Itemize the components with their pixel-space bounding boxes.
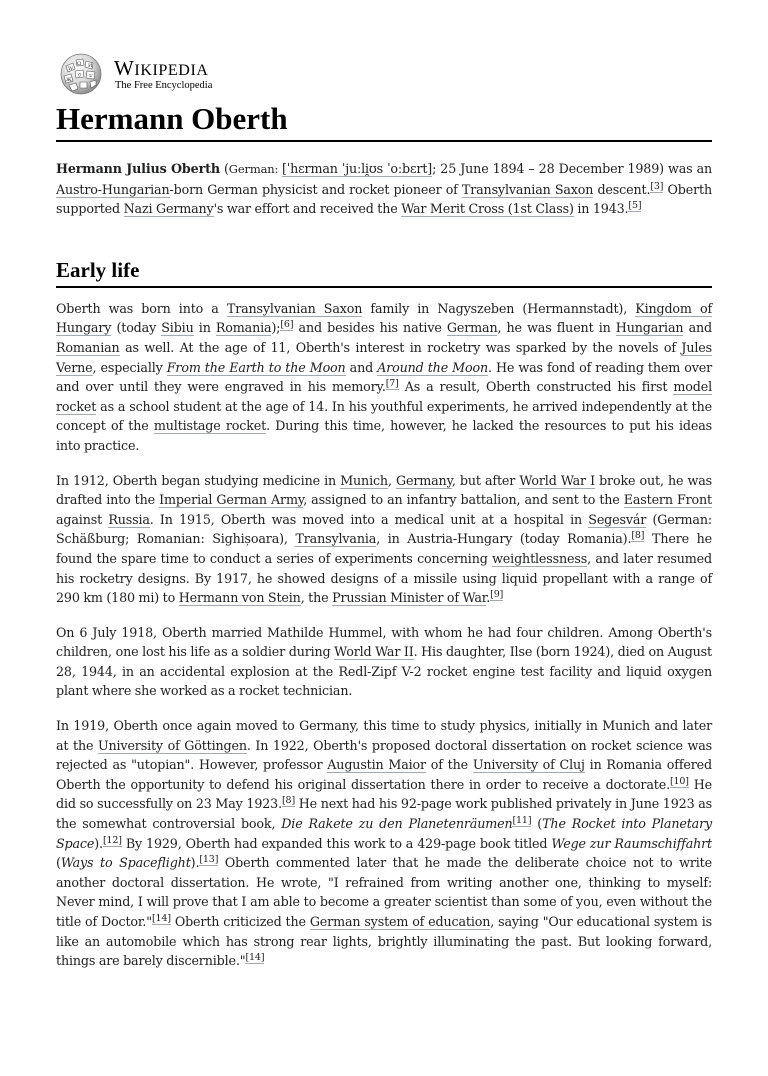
page-title: Hermann Oberth [56, 101, 712, 142]
link-eastern-front[interactable]: Eastern Front [623, 492, 712, 508]
link-multistage-rocket[interactable]: multistage rocket [153, 418, 267, 434]
citation-superscript [490, 589, 503, 601]
citation-link[interactable]: [8] [282, 795, 296, 807]
citation-superscript [280, 319, 293, 331]
link-transylvanian-saxon[interactable]: Transylvanian Saxon [226, 300, 363, 316]
citation-link[interactable]: [13] [199, 854, 219, 866]
link-germany[interactable]: Germany [396, 472, 452, 488]
italic-title: Ways to Spaceflight [60, 855, 191, 871]
link-h-rman-ju-li-s-o-b-rt[interactable]: [ˈhɛrman ˈjuːli̯ʊs ˈoːbɛrt] [281, 161, 433, 176]
language-label: German: [228, 162, 282, 176]
wordmark[interactable] [114, 57, 212, 92]
italic-title: The Rocket into Planetary Space [56, 816, 712, 851]
citation-superscript [282, 795, 295, 807]
italic-title: Die Rakete zu den Planetenräumen [281, 816, 513, 832]
link-transylvania[interactable]: Transylvania [295, 531, 377, 547]
link-hungarian[interactable]: Hungarian [615, 320, 684, 336]
article-page [56, 52, 712, 971]
citation-superscript [386, 378, 399, 390]
citation-superscript [670, 776, 689, 788]
link-weightlessness[interactable]: weightlessness [492, 550, 588, 566]
link-augustin-maior[interactable]: Augustin Maior [327, 757, 426, 773]
link-romanian[interactable]: Romanian [56, 339, 120, 355]
link-russia[interactable]: Russia [108, 511, 150, 527]
link-hermann-von-stein[interactable]: Hermann von Stein [178, 590, 301, 606]
svg-text:ウ: ウ [77, 73, 83, 79]
link-sibiu[interactable]: Sibiu [161, 320, 194, 336]
svg-text:И: И [88, 63, 93, 69]
link-model-rocket[interactable]: model rocket [56, 379, 712, 414]
link-nazi-germany[interactable]: Nazi Germany [123, 201, 214, 217]
citation-link[interactable]: [10] [669, 775, 689, 787]
citation-superscript [631, 530, 644, 542]
link-prussian-minister-of-war[interactable]: Prussian Minister of War [332, 590, 487, 606]
link-german-system-of-education[interactable]: German system of education [309, 914, 491, 929]
citation-superscript [103, 835, 122, 847]
link-from-the-earth-to-the-moon[interactable]: From the Earth to the Moon [166, 359, 346, 375]
link-transylvanian-saxon[interactable]: Transylvanian Saxon [461, 181, 594, 197]
citation-link[interactable]: [14] [245, 952, 265, 964]
early-life-paragraph-2: In 1912, Oberth began studying medicine in Munich, Germany, but after World War I broke out, he was drafted into the Imperial German Army, assigned to an infantry battalion, and sent to the Eastern Front against Russia. In 1915, Oberth was moved into a medical unit at a hospital in Segesvár (German: Schäßburg; Romanian: Sighișoara), Transylvania, in Austria-Hungary (today Romania).[8] There he found the spare time to conduct a series of experiments concerning weightlessness, and later resumed his rocketry designs. By 1917, he showed designs of a missile using liquid propellant with a range of 290 km (180 mi) to Hermann von Stein, the Prussian Minister of War.[9] [56, 472, 713, 606]
early-life-paragraph-4: In 1919, Oberth once again moved to Germany, this time to study physics, initially in Munich and later at the University of Göttingen. In 1922, Oberth's proposed doctoral dissertation on rocket science was rejected as "utopian". However, professor Augustin Maior of the University of Cluj in Romania offered Oberth the opportunity to defend his original dissertation there in order to receive a doctorate.[10] He did so successfully on 23 May 1923.[8] He next had his 92-page work published privately in June 1923 as the somewhat controversial book, Die Rakete zu den Planetenräumen[11] (The Rocket into Planetary Space).[12] By 1929, Oberth had expanded this work to a 429-page book titled Wege zur Raumschiffahrt (Ways to Spaceflight).[13] Oberth commented later that he made the deliberate choice not to write another doctoral dissertation. He wrote, "I refrained from writing another one, thinking to myself: Never mind, I will prove that I am able to become a greater scientist than some of you, even without the title of Doctor."[14] Oberth criticized the German system of education, saying "Our educational system is like an automobile which has strong rear lights, brightly illuminating the past. But looking forward, things are barely discernible."[14] [56, 718, 713, 969]
svg-text:ש: ש [89, 73, 93, 79]
citation-link[interactable]: [5] [628, 200, 642, 212]
italic-title: Wege zur Raumschiffahrt [551, 835, 713, 851]
citation-link[interactable]: [14] [151, 913, 171, 924]
link-romania[interactable]: Romania [215, 320, 272, 336]
wikipedia-globe-logo-icon[interactable] [56, 52, 106, 96]
link-world-war-i[interactable]: World War I [519, 472, 595, 488]
wordmark-caps: WIKIPEDIA [114, 56, 209, 80]
early-life-paragraph-1: Oberth was born into a Transylvanian Saxon family in Nagyszeben (Hermannstadt), Kingdom of Hungary (today Sibiu in Romania);[6] and besides his native German, he was fluent in Hungarian and Romanian as well. At the age of 11, Oberth's interest in rocketry was sparked by the novels of Jules Verne, especially From the Earth to the Moon and Around the Moon. He was fond of reading them over and over until they were engraved in his memory.[7] As a result, Oberth constructed his first model rocket as a school student at the age of 14. In his youthful experiments, he arrived independently at the concept of the multistage rocket. During this time, however, he lacked the resources to put his ideas into practice. [56, 300, 713, 453]
link-university-of-cluj[interactable]: University of Cluj [472, 757, 585, 773]
citation-link[interactable]: [8] [631, 530, 645, 542]
svg-text:Ω: Ω [77, 61, 82, 67]
link-imperial-german-army[interactable]: Imperial German Army [159, 492, 304, 508]
svg-text:Ж: Ж [66, 77, 72, 83]
link-jules-verne[interactable]: Jules Verne [56, 339, 712, 375]
link-university-of-g-ttingen[interactable]: University of Göttingen [97, 737, 247, 753]
citation-superscript [512, 815, 531, 827]
article-subject-name: Hermann Julius Oberth [56, 161, 220, 176]
citation-superscript [245, 952, 264, 964]
link-world-war-ii[interactable]: World War II [334, 644, 414, 660]
citation-link[interactable]: [9] [490, 589, 504, 601]
link-austro-hungarian[interactable]: Austro-Hungarian [56, 181, 170, 197]
citation-link[interactable]: [7] [385, 378, 399, 390]
link-around-the-moon[interactable]: Around the Moon [377, 359, 489, 375]
site-header [56, 52, 712, 96]
link-war-merit-cross-1st-class[interactable]: War Merit Cross (1st Class) [401, 201, 574, 217]
early-life-paragraph-3: On 6 July 1918, Oberth married Mathilde Hummel, with whom he had four children. Among Oberth's children, one lost his life as a soldier during World War II. His daughter, Ilse (born 1924), died on August 28, 1944, in an accidental explosion at the Redl-Zipf V-2 rocket engine test facility and liquid oxygen plant where she worked as a rocket technician. [56, 624, 712, 699]
citation-superscript [152, 913, 171, 925]
svg-text:W: W [68, 66, 74, 72]
citation-superscript [650, 181, 663, 193]
wordmark-title [114, 57, 212, 79]
citation-link[interactable]: [6] [280, 319, 294, 331]
link-german[interactable]: German [446, 320, 498, 336]
citation-link[interactable]: [12] [102, 834, 122, 846]
lead-paragraph: Hermann Julius Oberth (German: [ˈhɛrman ˈjuːli̯ʊs ˈoːbɛrt]; 25 June 1894 – 28 December 1989) was an Austro-Hungarian-born German physicist and rocket pioneer of Transylvanian Saxon descent.[3] Oberth supported Nazi Germany's war effort and received the War Merit Cross (1st Class) in 1943.[5] [56, 161, 713, 217]
link-segesv-r[interactable]: Segesvár [588, 511, 647, 527]
section-heading-early-life: Early life [56, 257, 712, 288]
wordmark-subtitle: The Free Encyclopedia [115, 80, 213, 91]
citation-link[interactable]: [3] [650, 180, 664, 192]
citation-superscript [628, 200, 641, 212]
citation-link[interactable]: [11] [512, 815, 532, 827]
citation-superscript [199, 854, 218, 866]
link-munich[interactable]: Munich [340, 472, 388, 488]
link-kingdom-of-hungary[interactable]: Kingdom of Hungary [56, 300, 712, 336]
